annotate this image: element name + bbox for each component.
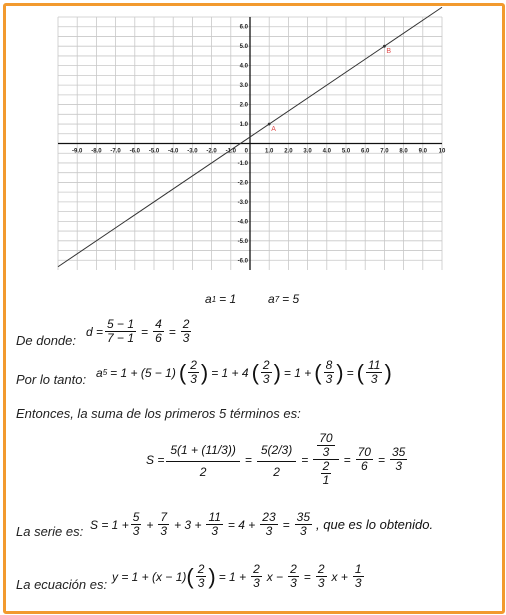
point-label-b: B [386,48,392,56]
x-tick-label: 3.0 [303,148,312,155]
coordinate-graph [58,17,446,270]
x-tick-label: 5.0 [341,148,351,155]
equation-d: d = $\frac{5 - 1}{7 - 1}$ = $\frac{4}{6}$ = $\frac{2}{3}$ [86,317,190,345]
y-tick-label: -4.0 [237,219,248,226]
y-tick-label: 6.0 [239,24,248,31]
equation-serie: S = 1 + $\frac{5}{3}$ + $\frac{7}{3}$ + 3 + $\frac{11}{3}$ = 4 + $\frac{23}{3}$ = $\frac{35}{3}$ , que es lo obtenido. [90,510,434,538]
y-tick-label: -6.0 [237,258,248,265]
x-tick-label: -5.0 [148,148,160,155]
x-tick-label: -2.0 [206,148,217,155]
x-tick-label: -3.0 [187,148,198,155]
y-tick-label: 1.0 [239,122,248,129]
label-por-lo-tanto: Por lo tanto: [16,372,87,387]
x-tick-label: 8.0 [399,148,408,155]
x-tick-label: 2.0 [284,148,293,155]
label-la-serie: La serie es: [16,524,84,539]
x-tick-label: -1.0 [225,148,236,155]
x-tick-label: -7.0 [110,148,121,155]
y-tick-label: 4.0 [239,63,248,70]
x-tick-label: 7.0 [380,148,389,155]
label-de-donde: De donde: [16,333,76,348]
y-tick-label: 3.0 [239,83,248,90]
term-a1: a 1 = 1 [205,292,237,306]
equation-a5: a 5 = 1 + (5 − 1) ( $\frac{2}{3}$ ) = 1 + 4 ( $\frac{2}{3}$ ) = 1 + ( $\frac{8}{3}$ ) = ( $\frac{11}{3}$ ) [96,358,392,386]
x-tick-label: -8.0 [91,148,102,155]
x-tick-label: 6.0 [361,148,370,155]
point-a [268,123,271,126]
y-tick-label: 5.0 [239,44,248,51]
equation-sum: S = $\frac{5(1 + (11/3))}{2}$ = $\frac{5(2/3)}{2}$ = $\frac{\frac{70}{3}}{\frac{2}{1}}$ = $\frac{70}{6}$ = $\frac{35}{3}$ [146,431,406,487]
tick-labels [72,25,446,265]
x-tick-label: 1.0 [265,148,274,155]
x-tick-label: 4.0 [322,148,331,155]
y-tick-label: -3.0 [237,199,248,206]
y-tick-label: -2.0 [237,180,248,187]
x-tick-label: 9.0 [418,148,427,155]
point-b [383,45,386,48]
y-tick-label: 2.0 [239,102,248,109]
label-la-ecuacion: La ecuación es: [16,577,108,592]
x-tick-label: -4.0 [168,148,179,155]
equation-line: y = 1 + (x − 1) ( $\frac{2}{3}$ ) = 1 + $\frac{2}{3}$ x − $\frac{2}{3}$ = $\frac{2}{3}$ x + $\frac{1}{3}$ [112,562,362,590]
x-tick-label: -9.0 [72,148,83,155]
label-entonces: Entonces, la suma de los primeros 5 términos es: [16,406,301,421]
point-label-a: A [271,126,276,134]
y-tick-label: -1.0 [237,160,248,167]
origin-label: 0 [244,148,248,155]
x-tick-label: 10 [438,148,446,155]
x-tick-label: -6.0 [129,148,140,155]
points [268,45,392,133]
term-a7: a 7 = 5 [268,292,300,306]
y-tick-label: -5.0 [237,238,248,245]
